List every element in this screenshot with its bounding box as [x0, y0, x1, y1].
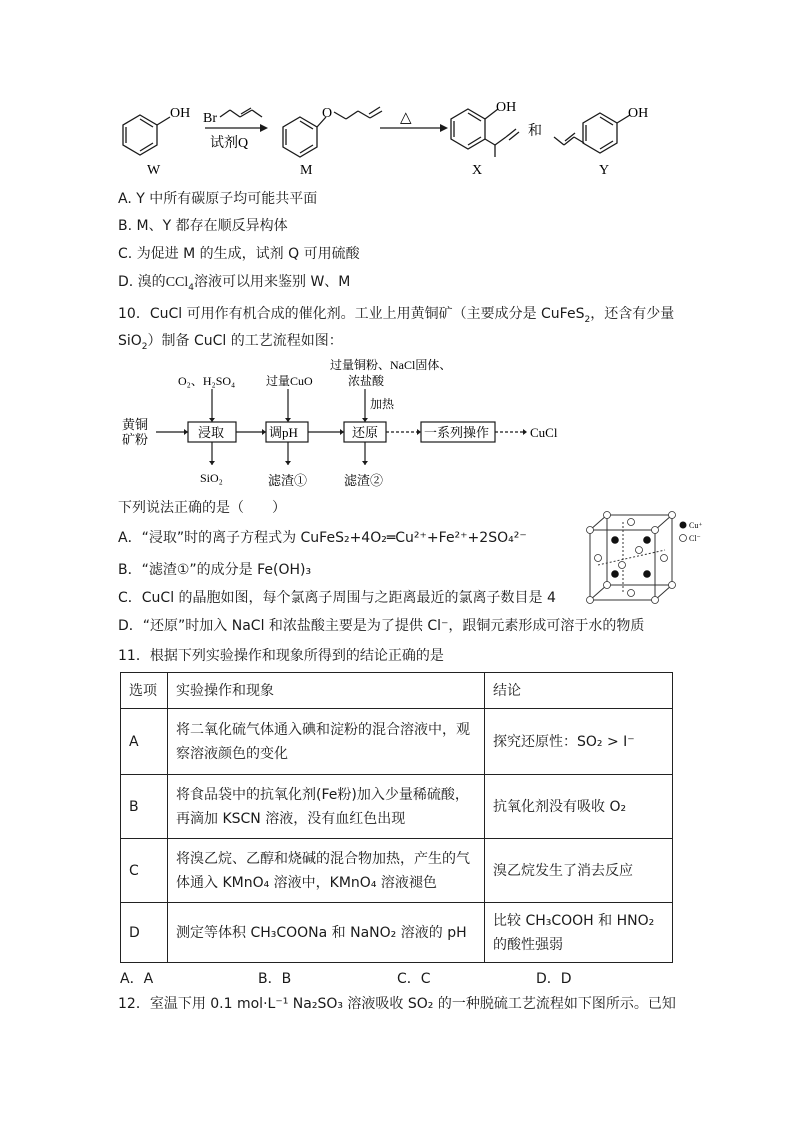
cucl-unit-cell — [585, 510, 710, 605]
q11-stem: 11．根据下列实验操作和现象所得到的结论正确的是 — [118, 648, 444, 664]
row-conclusion: 溴乙烷发生了消去反应 — [485, 839, 673, 903]
row-option: D — [121, 903, 168, 963]
row-operation: 将溴乙烷、乙醇和烧碱的混合物加热，产生的气 体通入 KMnO₄ 溶液中，KMnO₄ 溶液褪色 — [168, 839, 485, 903]
box-leaching: 浸取 — [198, 425, 225, 440]
output-residue-2: 滤渣② — [344, 473, 384, 488]
table-header-row — [121, 673, 673, 709]
y-oh-label: OH — [628, 106, 649, 121]
heat-symbol: △ — [400, 110, 412, 126]
q11-table — [120, 672, 673, 963]
row-conclusion: 比较 CH₃COOH 和 HNO₂ 的酸性强弱 — [485, 903, 673, 963]
row-operation: 将食品袋中的抗氧化剂(Fe粉)加入少量稀硫酸， 再滴加 KSCN 溶液，没有血红色出现 — [168, 775, 485, 839]
x-label: X — [472, 163, 483, 178]
q10-stem-line1: 10．CuCl 可用作有机合成的催化剂。工业上用黄铜矿（主要成分是 CuFeS$_2$，还含有少量 — [118, 306, 675, 325]
row-option: A — [121, 709, 168, 775]
q10-option-c: C．CuCl 的晶胞如图，每个氯离子周围与之距离最近的氯离子数目是 4 — [118, 590, 556, 606]
output-sio2: SiO₂ — [200, 471, 223, 485]
q10-option-b: B．“滤渣①”的成分是 Fe(OH)₃ — [118, 562, 312, 578]
table-row — [121, 839, 673, 903]
table-row — [121, 709, 673, 775]
q12-stem: 12．室温下用 0.1 mol·L⁻¹ Na₂SO₃ 溶液吸收 SO₂ 的一种脱硫工艺流程如下图所示。已知 — [118, 996, 676, 1012]
row-operation: 测定等体积 CH₃COONa 和 NaNO₂ 溶液的 pH — [168, 903, 485, 963]
row-conclusion: 探究还原性：SO₂ > I⁻ — [485, 709, 673, 775]
heating-label: 加热 — [370, 397, 395, 411]
reagent-o2-h2so4: O₂、H₂SO₄ — [178, 374, 236, 388]
legend-cu: Cu⁺ — [689, 521, 703, 530]
source-label-2: 矿粉 — [122, 432, 149, 447]
q11-choice-d: D．D — [536, 971, 572, 987]
m-o-label: O — [322, 106, 333, 121]
row-conclusion: 抗氧化剂没有吸收 O₂ — [485, 775, 673, 839]
source-label-1: 黄铜 — [122, 417, 149, 432]
legend-cl: Cl⁻ — [689, 534, 701, 543]
q9-option-b: B. M、Y 都存在顺反异构体 — [118, 218, 288, 234]
q11-choice-c: C．C — [397, 971, 431, 987]
box-reduction: 还原 — [352, 425, 379, 440]
reagent-q-label: 试剂Q — [210, 136, 249, 151]
output-residue-1: 滤渣① — [268, 473, 308, 488]
q9-reaction-scheme — [110, 95, 670, 185]
x-oh-label: OH — [496, 100, 517, 115]
reagent-hcl: 浓盐酸 — [348, 374, 385, 388]
br-label: Br — [203, 111, 217, 126]
q10-option-d: D．“还原”时加入 NaCl 和浓盐酸主要是为了提供 Cl⁻，跟铜元素形成可溶于水的物质 — [118, 618, 645, 634]
table-row — [121, 903, 673, 963]
q9-option-c: C. 为促进 M 的生成，试剂 Q 可用硫酸 — [118, 246, 360, 262]
row-operation: 将二氧化硫气体通入碘和淀粉的混合溶液中，观 察溶液颜色的变化 — [168, 709, 485, 775]
q10-question: 下列说法正确的是（ ） — [118, 500, 286, 516]
box-adjust-ph: 调pH — [269, 425, 298, 440]
row-option: B — [121, 775, 168, 839]
table-row — [121, 775, 673, 839]
q9-option-a: A. Y 中所有碳原子均可能共平面 — [118, 191, 318, 207]
and-label: 和 — [528, 124, 542, 139]
header-operation: 实验操作和现象 — [168, 673, 485, 709]
row-option: C — [121, 839, 168, 903]
m-label: M — [300, 163, 313, 178]
box-operations: 一系列操作 — [424, 425, 490, 440]
w-label: W — [147, 163, 161, 178]
reagent-cu-nacl: 过量铜粉、NaCl固体、 — [330, 358, 452, 372]
q11-choice-a: A．A — [120, 971, 154, 987]
header-conclusion: 结论 — [485, 673, 673, 709]
reagent-cuo: 过量CuO — [266, 374, 313, 388]
y-label: Y — [599, 163, 610, 178]
w-oh-label: OH — [170, 106, 191, 121]
q9-option-d: D. 溴的CCl$_4$溶液可以用来鉴别 W、M — [118, 274, 351, 293]
q10-option-a: A．“浸取”时的离子方程式为 CuFeS₂+4O₂═Cu²⁺+Fe²⁺+2SO₄²⁻ — [118, 530, 527, 546]
product-cucl: CuCl — [530, 425, 558, 440]
q11-choice-b: B．B — [258, 971, 292, 987]
q10-stem-line2: SiO$_2$）制备 CuCl 的工艺流程如图： — [118, 333, 343, 352]
q10-process-flow — [118, 355, 598, 495]
header-option: 选项 — [121, 673, 168, 709]
